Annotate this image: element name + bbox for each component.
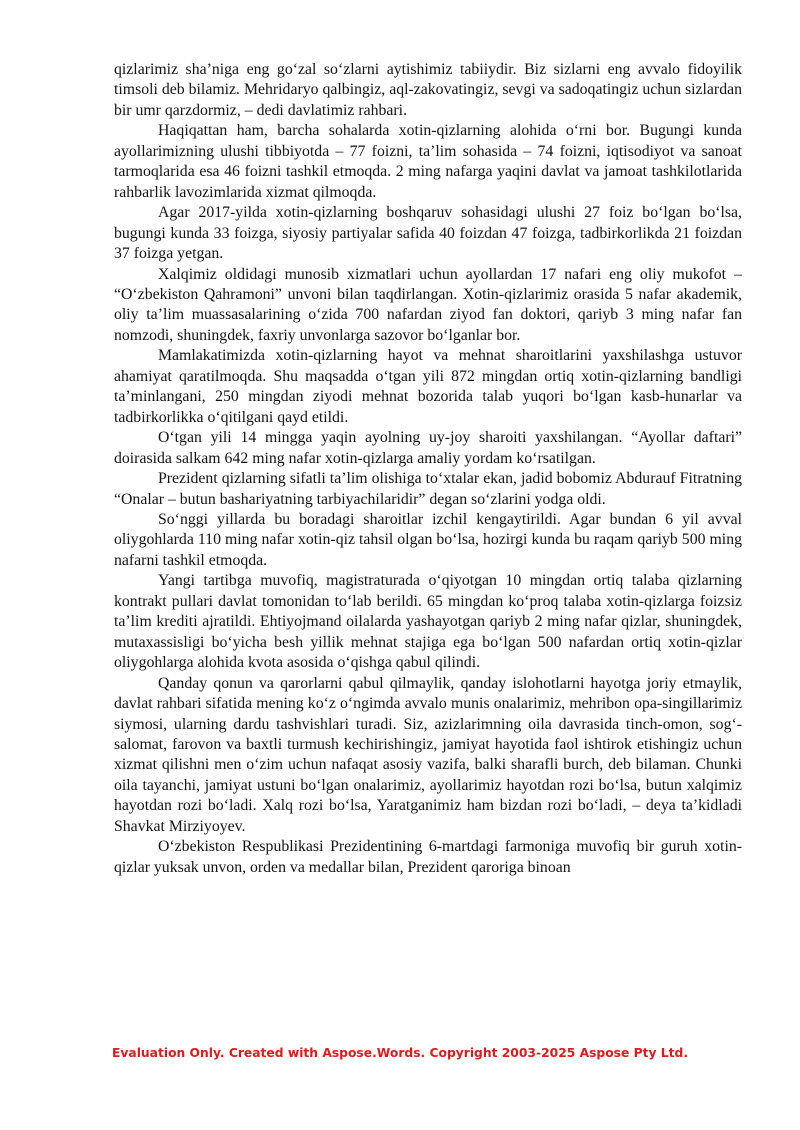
evaluation-watermark: Evaluation Only. Created with Aspose.Words. Copyright 2003-2025 Aspose Pty Ltd. (112, 1046, 688, 1060)
paragraph-8: So‘nggi yillarda bu boradagi sharoitlar izchil kengaytirildi. Agar bundan 6 yil avval oliygohlarda 110 ming nafar xotin-qiz tahsil olgan bo‘lsa, hozirgi kunda bu raqam qariyb 500 ming nafarni tashkil etmoqda. (114, 510, 742, 569)
paragraph-4: Xalqimiz oldidagi munosib xizmatlari uchun ayollardan 17 nafari eng oliy mukofot – “O‘zbekiston Qahramoni” unvoni bilan taqdirlangan. Xotin-qizlarimiz orasida 5 nafar akademik, oliy ta’lim muassasalarining o‘zida 700 nafardan ziyod fan doktori, qariyb 3 ming nafar fan nomzodi, shuningdek, faxriy unvonlarga sazovor bo‘lganlar bor. (114, 265, 742, 344)
paragraph-11: O‘zbekiston Respublikasi Prezidentining 6-martdagi farmoniga muvofiq bir guruh xotin-qizlar yuksak unvon, orden va medallar bilan, Prezident qaroriga binoan (114, 838, 742, 876)
paragraph-3: Agar 2017-yilda xotin-qizlarning boshqaruv sohasidagi ulushi 27 foiz bo‘lgan bo‘lsa, bugungi kunda 33 foizga, siyosiy partiyalar safida 40 foizdan 47 foizga, tadbirkorlikda 21 foizdan 37 foizga yetgan. (114, 204, 742, 263)
document-body (114, 60, 742, 878)
paragraph-6: O‘tgan yili 14 mingga yaqin ayolning uy-joy sharoiti yaxshilangan. “Ayollar daftari” doirasida salkam 642 ming nafar xotin-qizlarga amaliy yordam ko‘rsatilgan. (114, 429, 742, 467)
paragraph-10: Qanday qonun va qarorlarni qabul qilmaylik, qanday islohotlarni hayotga joriy etmaylik, davlat rahbari sifatida mening ko‘z o‘ngimda avvalo munis onalarimiz, mehribon opa-singillarimiz siymosi, ularning dardu tashvishlari turadi. Siz, azizlarimning oila davrasida tinch-omon, sog‘-salomat, farovon va baxtli turmush kechirishingiz, jamiyat hayotida faol ishtirok etishingiz uchun xizmat qilishni men o‘zim uchun nafaqat asosiy vazifa, balki sharafli burch, deb bilaman. Chunki oila tayanchi, jamiyat ustuni bo‘lgan onalarimiz, ayollarimiz hayotdan rozi bo‘lsa, butun xalqimiz hayotdan rozi bo‘ladi. Xalq rozi bo‘lsa, Yaratganimiz ham bizdan rozi bo‘ladi, – deya ta’kidladi Shavkat Mirziyoyev. (114, 674, 742, 835)
paragraph-2: Haqiqattan ham, barcha sohalarda xotin-qizlarning alohida o‘rni bor. Bugungi kunda ayollarimizning ulushi tibbiyotda – 77 foizni, ta’lim sohasida – 74 foizni, iqtisodiyot va sanoat tarmoqlarida esa 46 foizni tashkil etmoqda. 2 ming nafarga yaqini davlat va jamoat tashkilotlarida rahbarlik lavozimlarida xizmat qilmoqda. (114, 122, 742, 201)
paragraph-5: Mamlakatimizda xotin-qizlarning hayot va mehnat sharoitlarini yaxshilashga ustuvor ahamiyat qaratilmoqda. Shu maqsadda o‘tgan yili 872 mingdan ortiq xotin-qizlarning bandligi ta’minlangani, 250 mingdan ziyodi mehnat bozorida talab yuqori bo‘lgan kasb-hunarlar va tadbirkorlikka o‘qitilgani qayd etildi. (114, 347, 742, 426)
paragraph-7: Prezident qizlarning sifatli ta’lim olishiga to‘xtalar ekan, jadid bobomiz Abdurauf Fitratning “Onalar – butun bashariyatning tarbiyachilaridir” degan so‘zlarini yodga oldi. (114, 470, 742, 508)
paragraph-9: Yangi tartibga muvofiq, magistraturada o‘qiyotgan 10 mingdan ortiq talaba qizlarning kontrakt pullari davlat tomonidan to‘lab berildi. 65 mingdan ko‘proq talaba xotin-qizlarga foizsiz ta’lim krediti ajratildi. Ehtiyojmand oilalarda yashayotgan qariyb 2 ming nafar qizlar, shuningdek, mutaxassisligi bo‘yicha besh yillik mehnat stajiga ega bo‘lgan 500 nafardan ortiq xotin-qizlar oliygohlarga alohida kvota asosida o‘qishga qabul qilindi. (114, 572, 742, 672)
paragraph-1: qizlarimiz sha’niga eng go‘zal so‘zlarni aytishimiz tabiiydir. Biz sizlarni eng avvalo fidoyilik timsoli deb bilamiz. Mehridaryo qalbingiz, aql-zakovatingiz, sevgi va sadoqatingiz uchun sizlardan bir umr qarzdormiz, – dedi davlatimiz rahbari. (114, 61, 742, 119)
